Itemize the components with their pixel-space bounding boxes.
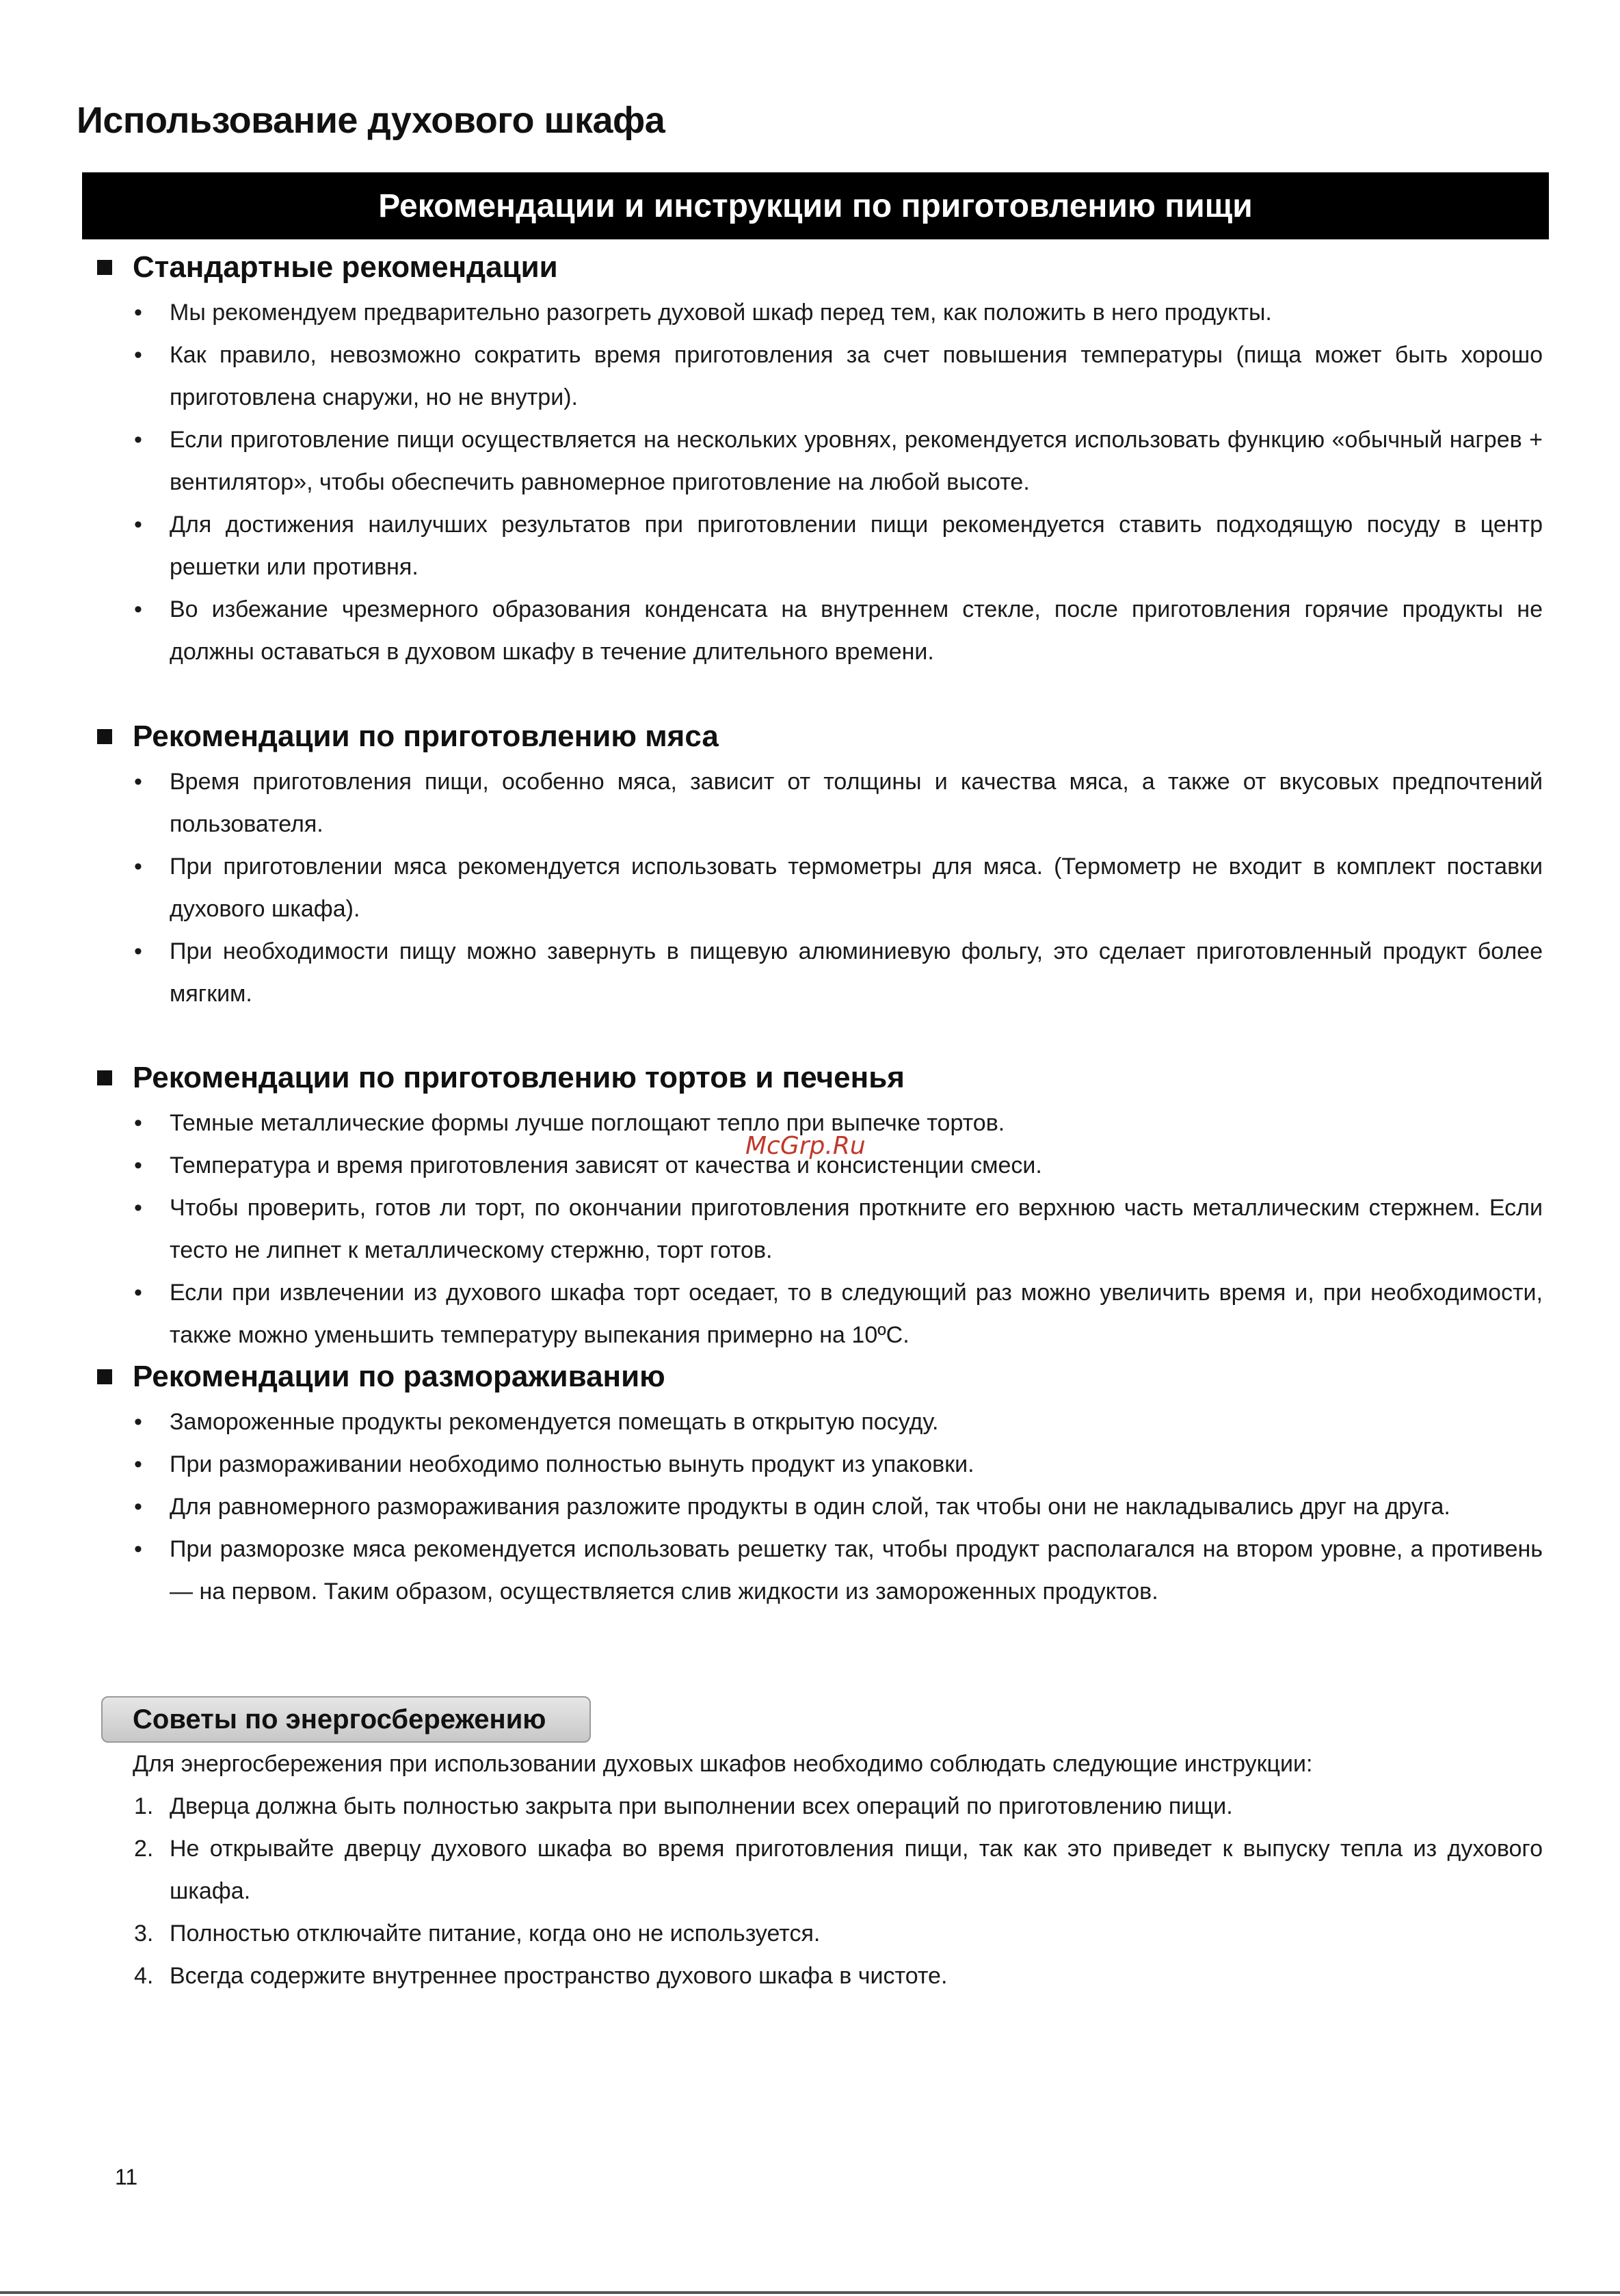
section-heading-standard <box>97 250 558 285</box>
energy-tips-label: Советы по энергосбережению <box>101 1696 591 1743</box>
list-item: • Темные металлические формы лучше поглощают тепло при выпечке тортов. <box>134 1102 1543 1144</box>
list-item: • Для достижения наилучших результатов при приготовлении пищи рекомендуется ставить подходящую посуду в центр решетки или противня. <box>134 503 1543 588</box>
energy-tips-intro: Для энергосбережения при использовании духовых шкафов необходимо соблюдать следующие инструкции: <box>133 1751 1313 1777</box>
list-item: • При размораживании необходимо полностью вынуть продукт из упаковки. <box>134 1443 1543 1486</box>
square-bullet-icon <box>97 1070 112 1085</box>
list-item: • Как правило, невозможно сократить время приготовления за счет повышения температуры (пища может быть хорошо приготовлена снаружи, но не внутри). <box>134 334 1543 419</box>
section-heading-text: Рекомендации по приготовлению тортов и печенья <box>133 1061 905 1094</box>
list-item: • Температура и время приготовления зависят от качества и консистенции смеси. <box>134 1144 1543 1187</box>
section-heading-text: Рекомендации по приготовлению мяса <box>133 720 719 753</box>
section-banner: Рекомендации и инструкции по приготовлению пищи <box>82 172 1549 239</box>
list-item: • Время приготовления пищи, особенно мяса, зависит от толщины и качества мяса, а также от вкусовых предпочтений пользователя. <box>134 761 1543 845</box>
item-text: Всегда содержите внутреннее пространство духового шкафа в чистоте. <box>170 1963 948 1989</box>
section-heading-text: Стандартные рекомендации <box>133 250 558 284</box>
list-item: • Мы рекомендуем предварительно разогреть духовой шкаф перед тем, как положить в него продукты. <box>134 291 1543 334</box>
list-item: • При необходимости пищу можно завернуть в пищевую алюминиевую фольгу, это сделает приготовленный продукт более мягким. <box>134 930 1543 1015</box>
list-item: • Замороженные продукты рекомендуется помещать в открытую посуду. <box>134 1401 1543 1443</box>
meat-recommendations-list <box>134 761 1543 1015</box>
item-text: Дверца должна быть полностью закрыта при выполнении всех операций по приготовлению пищи. <box>170 1793 1233 1819</box>
item-number: 3. <box>134 1921 154 1947</box>
section-heading-defrost <box>97 1360 665 1394</box>
item-number: 4. <box>134 1963 154 1989</box>
item-text: Не открывайте дверцу духового шкафа во время приготовления пищи, так как это приведет к выпуску тепла из духового шкафа. <box>170 1836 1543 1904</box>
energy-tips-list <box>134 1785 1543 1997</box>
section-heading-cakes <box>97 1061 905 1095</box>
list-item: • Для равномерного размораживания разложите продукты в один слой, так чтобы они не накладывались друг на друга. <box>134 1486 1543 1528</box>
list-item: • Во избежание чрезмерного образования конденсата на внутреннем стекле, после приготовления горячие продукты не должны оставаться в духовом шкафу в течение длительного времени. <box>134 588 1543 673</box>
list-item <box>134 1785 1543 1827</box>
list-item <box>134 1955 1543 1997</box>
bottom-rule <box>0 2291 1620 2294</box>
standard-recommendations-list <box>134 291 1543 673</box>
watermark: McGrp.Ru <box>745 1132 866 1160</box>
list-item <box>134 1912 1543 1955</box>
list-item: • Если при извлечении из духового шкафа торт оседает, то в следующий раз можно увеличить время и, при необходимости, также можно уменьшить температуру выпекания примерно на 10ºС. <box>134 1271 1543 1356</box>
item-number: 2. <box>134 1836 154 1862</box>
square-bullet-icon <box>97 1369 112 1384</box>
page-title: Использование духового шкафа <box>77 100 665 141</box>
square-bullet-icon <box>97 260 112 275</box>
defrost-recommendations-list <box>134 1401 1543 1613</box>
section-heading-text: Рекомендации по размораживанию <box>133 1360 665 1393</box>
list-item <box>134 1827 1543 1912</box>
list-item: • При разморозке мяса рекомендуется использовать решетку так, чтобы продукт располагался на втором уровне, а противень — на первом. Таким образом, осуществляется слив жидкости из замороженных продуктов. <box>134 1528 1543 1613</box>
item-text: Полностью отключайте питание, когда оно не используется. <box>170 1921 821 1947</box>
item-number: 1. <box>134 1793 154 1819</box>
list-item: • Чтобы проверить, готов ли торт, по окончании приготовления проткните его верхнюю часть металлическим стержнем. Если тесто не липнет к металлическому стержню, торт готов. <box>134 1187 1543 1271</box>
page-number: 11 <box>115 2165 138 2189</box>
square-bullet-icon <box>97 729 112 744</box>
list-item: • При приготовлении мяса рекомендуется использовать термометры для мяса. (Термометр не входит в комплект поставки духового шкафа). <box>134 845 1543 930</box>
list-item: • Если приготовление пищи осуществляется на нескольких уровнях, рекомендуется использовать функцию «обычный нагрев + вентилятор», чтобы обеспечить равномерное приготовление на любой высоте. <box>134 419 1543 503</box>
section-heading-meat <box>97 720 719 754</box>
